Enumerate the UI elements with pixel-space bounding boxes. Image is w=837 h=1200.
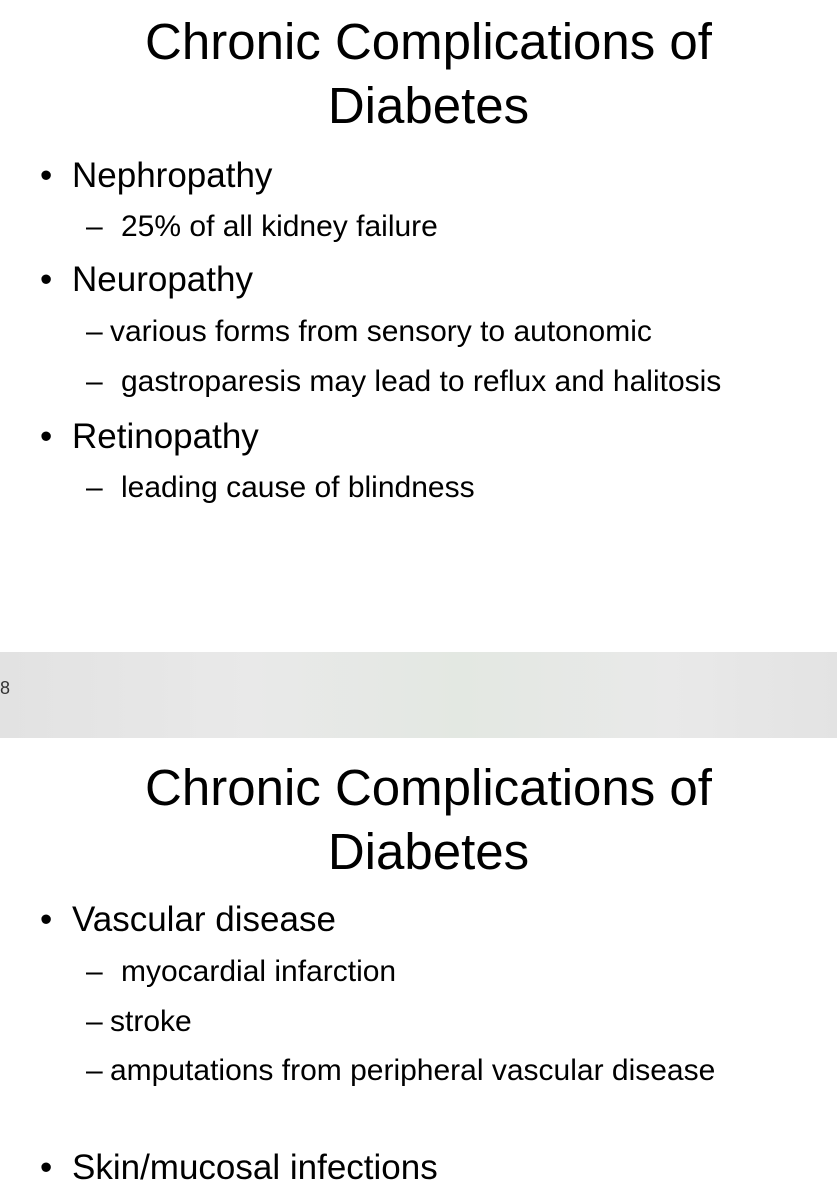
slide-separator	[0, 652, 837, 738]
dash-marker: –	[86, 471, 103, 504]
bullet-text: Skin/mucosal infections	[72, 1148, 438, 1187]
page-number: 8	[0, 678, 11, 698]
bullet-text: Nephropathy	[72, 156, 273, 195]
dash-marker: –	[86, 365, 103, 398]
bullet-marker: •	[40, 900, 53, 939]
sub-item-text: myocardial infarction	[121, 955, 397, 988]
sub-item-text: stroke	[110, 1005, 192, 1038]
bullet-text: Neuropathy	[72, 260, 253, 299]
dash-marker: –	[86, 1054, 103, 1087]
bullet-marker: •	[40, 260, 53, 299]
sub-item-text: amputations from peripheral vascular disease	[110, 1054, 716, 1087]
sub-item-text: 25% of all kidney failure	[121, 210, 438, 243]
dash-marker: –	[86, 955, 103, 988]
sub-item-text: gastroparesis may lead to reflux and halitosis	[121, 365, 722, 398]
sub-item-text: various forms from sensory to autonomic	[110, 315, 652, 348]
slide-title	[10, 10, 837, 138]
dash-marker: –	[86, 315, 103, 348]
slide-title	[10, 756, 837, 884]
bullet-marker: •	[40, 417, 53, 456]
bullet-marker: •	[40, 156, 53, 195]
sub-item-text: leading cause of blindness	[121, 471, 475, 504]
slide-title-line-2: Diabetes	[327, 823, 530, 880]
slide-2	[0, 738, 837, 1200]
bullet-text: Vascular disease	[72, 900, 336, 939]
dash-marker: –	[86, 210, 103, 243]
dash-marker: –	[86, 1005, 103, 1038]
bullet-marker: •	[40, 1148, 53, 1187]
bullet-text: Retinopathy	[72, 417, 259, 456]
slide-title-line-1: Chronic Complications of	[145, 13, 712, 70]
slide-title-line-1: Chronic Complications of	[145, 759, 712, 816]
slide-title-line-2: Diabetes	[327, 77, 530, 134]
